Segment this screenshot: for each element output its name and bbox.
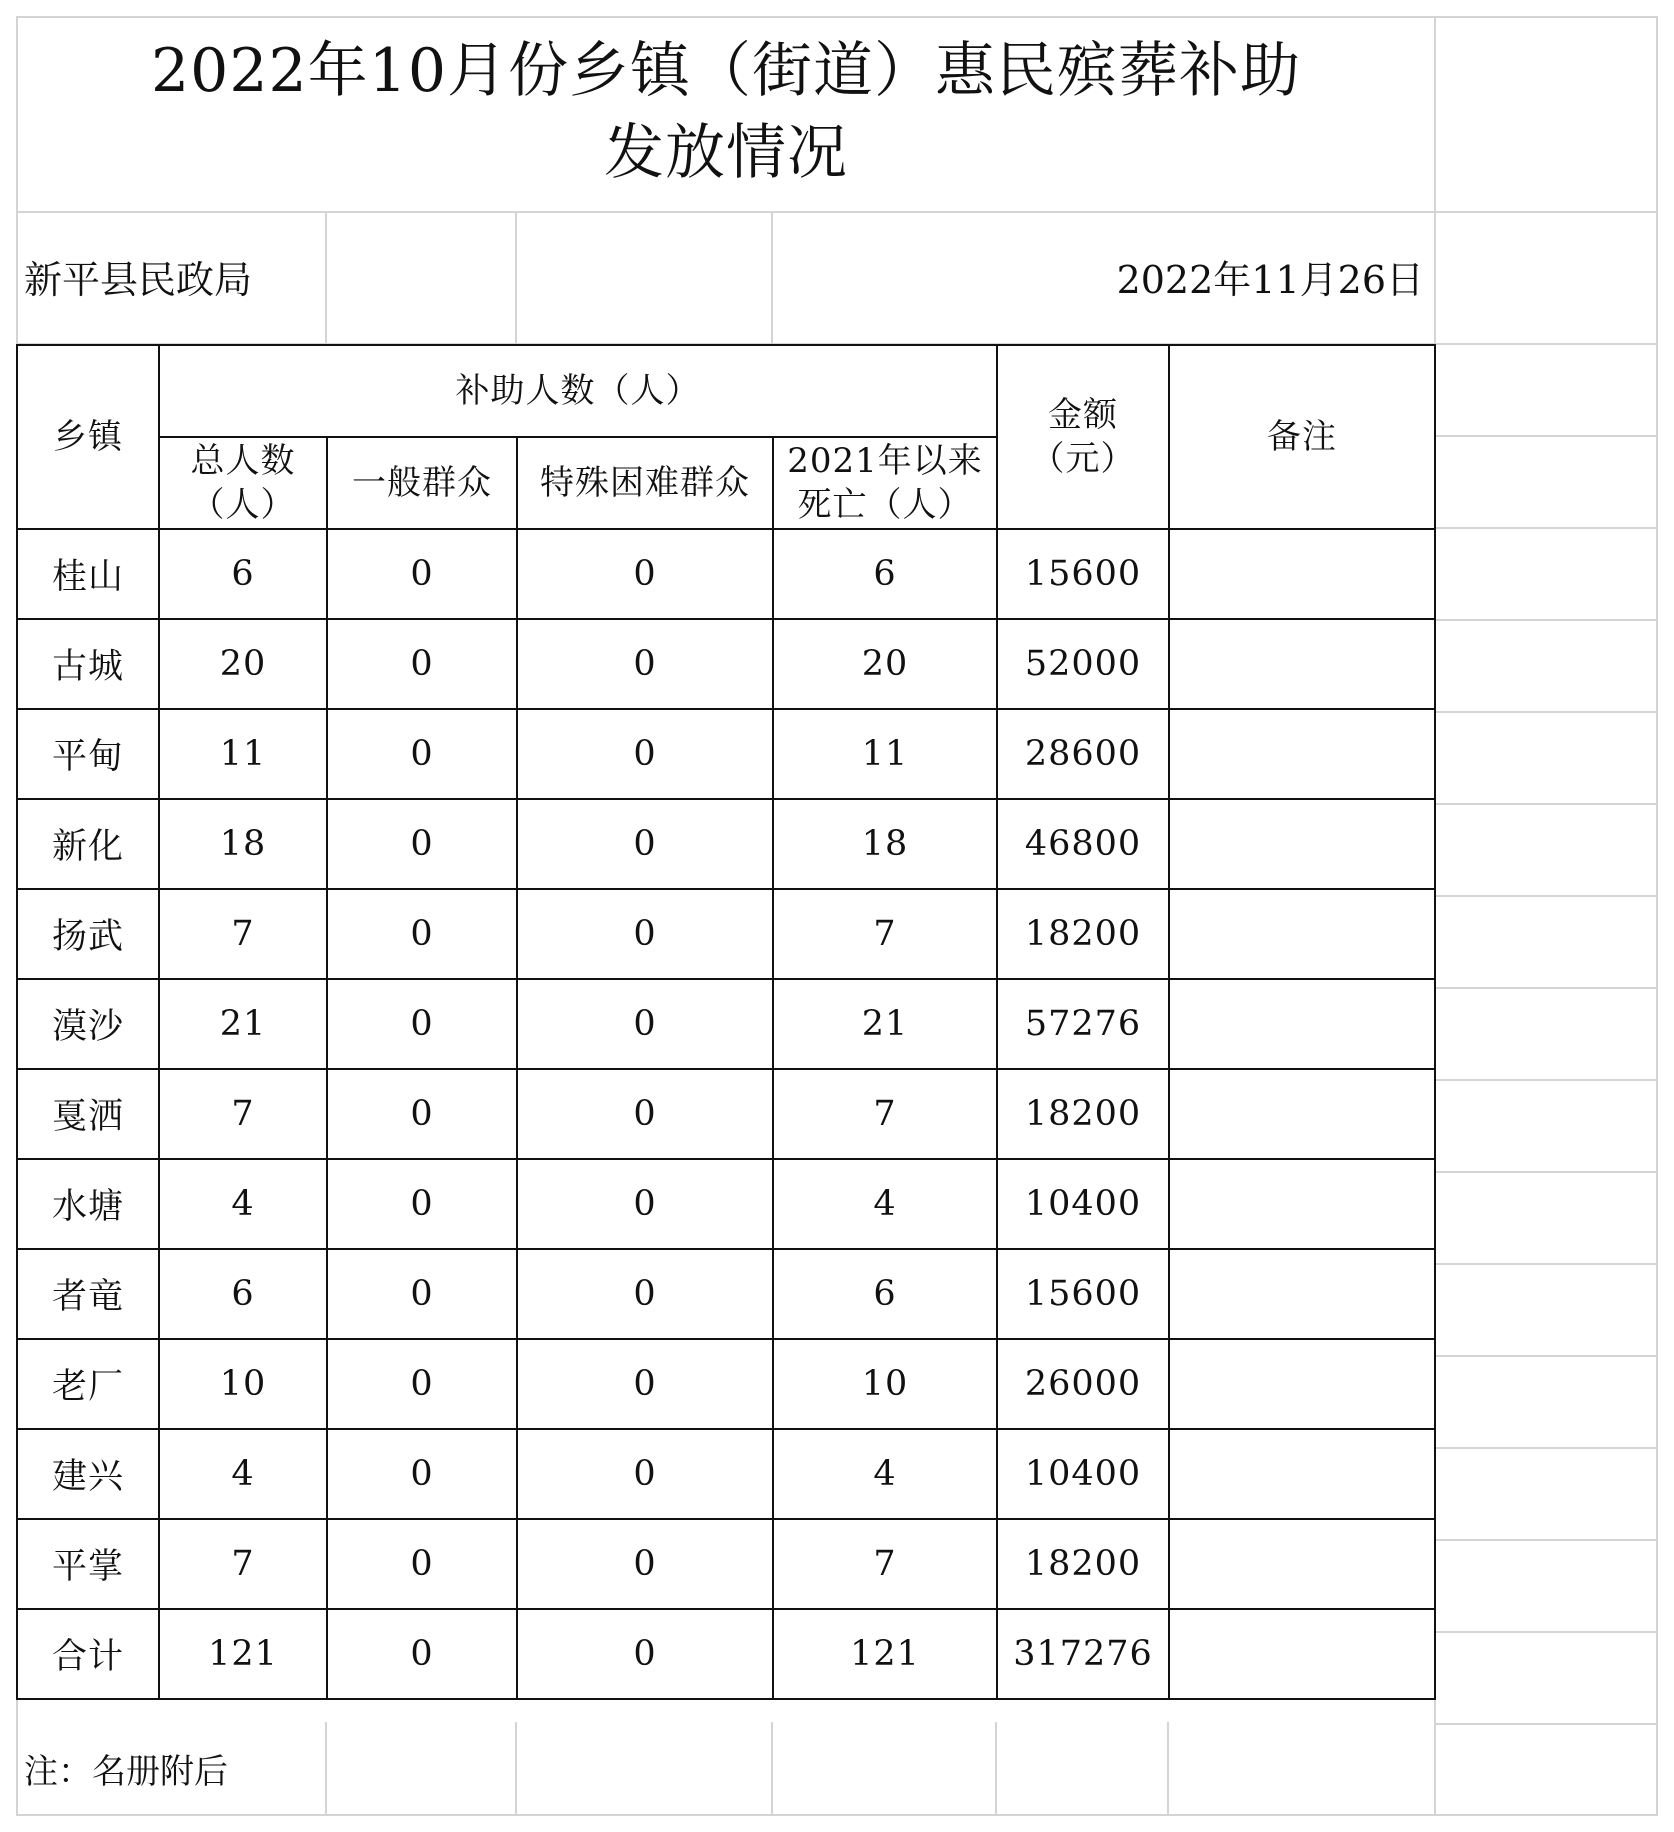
table-row bbox=[17, 1249, 1435, 1339]
cell-total: 10 bbox=[159, 1339, 327, 1429]
cell-special: 0 bbox=[517, 709, 773, 799]
cell-special: 0 bbox=[517, 1519, 773, 1609]
table-row bbox=[17, 1159, 1435, 1249]
cell-deaths: 7 bbox=[773, 889, 997, 979]
cell-deaths: 20 bbox=[773, 619, 997, 709]
cell-town: 平掌 bbox=[17, 1519, 159, 1609]
title-line-1: 2022年10月份乡镇（街道）惠民殡葬补助 bbox=[150, 36, 1302, 106]
cell-special: 0 bbox=[517, 1429, 773, 1519]
cell-town: 戛洒 bbox=[17, 1069, 159, 1159]
cell-amount: 317276 bbox=[997, 1609, 1169, 1699]
cell-deaths: 6 bbox=[773, 1249, 997, 1339]
issue-date: 2022年11月26日 bbox=[1116, 258, 1424, 302]
table-row bbox=[17, 529, 1435, 619]
table-row bbox=[17, 619, 1435, 709]
table-row bbox=[17, 979, 1435, 1069]
cell-general: 0 bbox=[327, 1429, 517, 1519]
cell-special: 0 bbox=[517, 1609, 773, 1699]
cell-amount: 18200 bbox=[997, 889, 1169, 979]
cell-town: 老厂 bbox=[17, 1339, 159, 1429]
cell-remarks bbox=[1169, 709, 1435, 799]
header-row-1 bbox=[17, 345, 1435, 437]
header-town: 乡镇 bbox=[17, 345, 159, 529]
table-row bbox=[17, 709, 1435, 799]
cell-town: 合计 bbox=[17, 1609, 159, 1699]
cell-total: 7 bbox=[159, 889, 327, 979]
cell-town: 者竜 bbox=[17, 1249, 159, 1339]
cell-town: 桂山 bbox=[17, 529, 159, 619]
cell-town: 平甸 bbox=[17, 709, 159, 799]
table-row bbox=[17, 1519, 1435, 1609]
table-row bbox=[17, 1339, 1435, 1429]
table-row bbox=[17, 1069, 1435, 1159]
cell-special: 0 bbox=[517, 619, 773, 709]
cell-special: 0 bbox=[517, 889, 773, 979]
cell-general: 0 bbox=[327, 709, 517, 799]
cell-general: 0 bbox=[327, 1159, 517, 1249]
table-total-row bbox=[17, 1609, 1435, 1699]
cell-general: 0 bbox=[327, 979, 517, 1069]
cell-remarks bbox=[1169, 1159, 1435, 1249]
cell-special: 0 bbox=[517, 1339, 773, 1429]
cell-special: 0 bbox=[517, 529, 773, 619]
cell-total: 18 bbox=[159, 799, 327, 889]
cell-town: 新化 bbox=[17, 799, 159, 889]
header-general: 一般群众 bbox=[327, 437, 517, 529]
cell-deaths: 11 bbox=[773, 709, 997, 799]
cell-special: 0 bbox=[517, 1249, 773, 1339]
header-amount: 金额（元） bbox=[997, 345, 1169, 529]
cell-remarks bbox=[1169, 1519, 1435, 1609]
cell-amount: 28600 bbox=[997, 709, 1169, 799]
header-special: 特殊困难群众 bbox=[517, 437, 773, 529]
cell-total: 4 bbox=[159, 1159, 327, 1249]
cell-general: 0 bbox=[327, 619, 517, 709]
cell-deaths: 7 bbox=[773, 1069, 997, 1159]
cell-town: 水塘 bbox=[17, 1159, 159, 1249]
cell-deaths: 4 bbox=[773, 1429, 997, 1519]
cell-deaths: 7 bbox=[773, 1519, 997, 1609]
cell-total: 6 bbox=[159, 529, 327, 619]
cell-town: 古城 bbox=[17, 619, 159, 709]
cell-general: 0 bbox=[327, 1339, 517, 1429]
cell-general: 0 bbox=[327, 889, 517, 979]
cell-amount: 57276 bbox=[997, 979, 1169, 1069]
cell-amount: 18200 bbox=[997, 1069, 1169, 1159]
cell-general: 0 bbox=[327, 1249, 517, 1339]
cell-special: 0 bbox=[517, 1159, 773, 1249]
table-row bbox=[17, 799, 1435, 889]
cell-amount: 10400 bbox=[997, 1429, 1169, 1519]
cell-total: 21 bbox=[159, 979, 327, 1069]
cell-general: 0 bbox=[327, 799, 517, 889]
cell-total: 20 bbox=[159, 619, 327, 709]
cell-remarks bbox=[1169, 1429, 1435, 1519]
header-remarks: 备注 bbox=[1169, 345, 1435, 529]
cell-general: 0 bbox=[327, 1519, 517, 1609]
cell-total: 6 bbox=[159, 1249, 327, 1339]
cell-special: 0 bbox=[517, 1069, 773, 1159]
cell-deaths: 4 bbox=[773, 1159, 997, 1249]
header-subsidy-count: 补助人数（人） bbox=[159, 345, 997, 437]
cell-remarks bbox=[1169, 1609, 1435, 1699]
cell-amount: 15600 bbox=[997, 529, 1169, 619]
title-line-2: 发放情况 bbox=[604, 118, 848, 188]
cell-remarks bbox=[1169, 1069, 1435, 1159]
cell-total: 7 bbox=[159, 1069, 327, 1159]
header-total: 总人数（人） bbox=[159, 437, 327, 529]
cell-remarks bbox=[1169, 799, 1435, 889]
cell-amount: 52000 bbox=[997, 619, 1169, 709]
cell-deaths: 121 bbox=[773, 1609, 997, 1699]
cell-remarks bbox=[1169, 979, 1435, 1069]
cell-total: 4 bbox=[159, 1429, 327, 1519]
cell-remarks bbox=[1169, 1339, 1435, 1429]
cell-general: 0 bbox=[327, 1609, 517, 1699]
cell-amount: 26000 bbox=[997, 1339, 1169, 1429]
cell-remarks bbox=[1169, 889, 1435, 979]
cell-general: 0 bbox=[327, 529, 517, 619]
header-deaths: 2021年以来死亡（人） bbox=[773, 437, 997, 529]
cell-town: 扬武 bbox=[17, 889, 159, 979]
cell-amount: 10400 bbox=[997, 1159, 1169, 1249]
cell-remarks bbox=[1169, 529, 1435, 619]
cell-total: 121 bbox=[159, 1609, 327, 1699]
cell-amount: 46800 bbox=[997, 799, 1169, 889]
cell-town: 建兴 bbox=[17, 1429, 159, 1519]
cell-amount: 18200 bbox=[997, 1519, 1169, 1609]
subsidy-table bbox=[16, 344, 1436, 1700]
cell-total: 11 bbox=[159, 709, 327, 799]
cell-deaths: 10 bbox=[773, 1339, 997, 1429]
table-row bbox=[17, 1429, 1435, 1519]
footnote: 注：名册附后 bbox=[24, 1752, 228, 1792]
cell-amount: 15600 bbox=[997, 1249, 1169, 1339]
cell-deaths: 21 bbox=[773, 979, 997, 1069]
cell-special: 0 bbox=[517, 799, 773, 889]
cell-general: 0 bbox=[327, 1069, 517, 1159]
cell-deaths: 6 bbox=[773, 529, 997, 619]
table-row bbox=[17, 889, 1435, 979]
document-title bbox=[16, 30, 1436, 194]
issuer-label: 新平县民政局 bbox=[24, 258, 253, 302]
cell-remarks bbox=[1169, 619, 1435, 709]
cell-total: 7 bbox=[159, 1519, 327, 1609]
cell-deaths: 18 bbox=[773, 799, 997, 889]
cell-town: 漠沙 bbox=[17, 979, 159, 1069]
cell-remarks bbox=[1169, 1249, 1435, 1339]
cell-special: 0 bbox=[517, 979, 773, 1069]
